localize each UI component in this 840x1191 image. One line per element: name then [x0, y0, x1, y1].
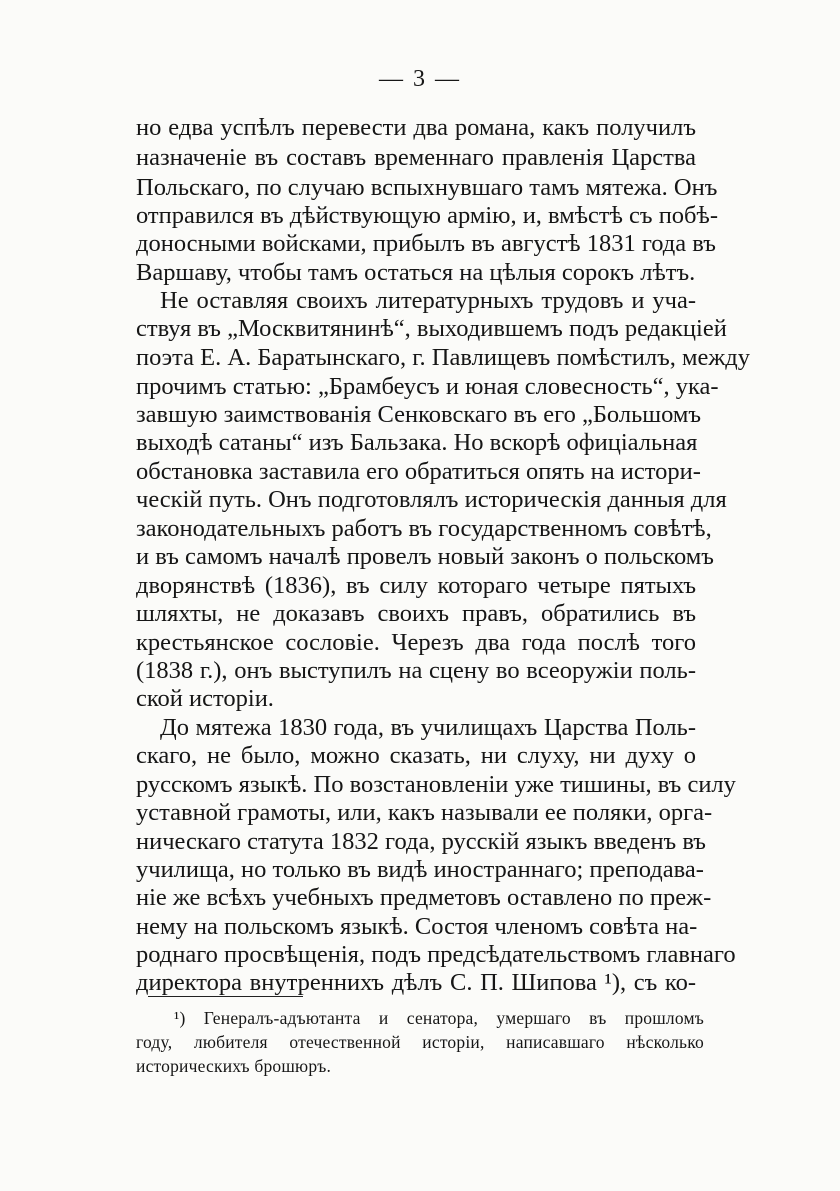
text-line: Варшаву, чтобы тамъ остаться на цѣлыя сорокъ лѣтъ.	[136, 259, 696, 286]
paragraph-first-line: До мятежа 1830 года, въ училищахъ Царства Поль-	[160, 714, 696, 741]
text-line: Польскаго, по случаю вспыхнувшаго тамъ мятежа. Онъ	[136, 174, 718, 201]
text-line: обстановка заставила его обратиться опять на истори-	[136, 458, 701, 485]
text-line: роднаго просвѣщенія, подъ предсѣдательствомъ главнаго	[136, 941, 736, 968]
text-line: ніе же всѣхъ учебныхъ предметовъ оставлено по преж-	[136, 884, 712, 911]
text-line: ническаго статута 1832 года, русскій языкъ введенъ въ	[136, 828, 706, 855]
text-line: прочимъ статью: „Брамбеусъ и юная словесность“, ука-	[136, 373, 719, 400]
text-line: и въ самомъ началѣ провелъ новый законъ о польскомъ	[136, 543, 714, 570]
text-line: училища, но только въ видѣ иностраннаго; преподава-	[136, 856, 704, 883]
text-line: отправился въ дѣйствующую армію, и, вмѣстѣ съ побѣ-	[136, 202, 718, 229]
text-line: назначеніе въ составъ временнаго правленія Царства	[136, 144, 696, 171]
footnote-line: историческихъ брошюръ.	[136, 1056, 332, 1076]
text-line: но едва успѣлъ перевести два романа, какъ получилъ	[136, 114, 696, 141]
text-line: завшую заимствованія Сенковскаго въ его „Большомъ	[136, 401, 702, 428]
page-number: — 3 —	[379, 66, 461, 92]
text-line: скаго, не было, можно сказать, ни слуху, ни духу о	[136, 742, 696, 769]
text-line: доносными войсками, прибылъ въ августѣ 1831 года въ	[136, 230, 716, 257]
text-line: ствуя въ „Москвитянинѣ“, выходившемъ подъ редакціей	[136, 315, 727, 342]
text-line: ческій путь. Онъ подготовлялъ историческія данныя для	[136, 486, 727, 513]
text-line: дворянствѣ (1836), въ силу котораго четыре пятыхъ	[136, 572, 696, 599]
text-line: русскомъ языкѣ. По возстановленіи уже тишины, въ силу	[136, 771, 736, 798]
footnote-divider	[148, 996, 303, 997]
text-line: выходѣ сатаны“ изъ Бальзака. Но вскорѣ офиціальная	[136, 429, 698, 456]
text-line: директора внутреннихъ дѣлъ С. П. Шипова ¹), съ ко-	[136, 969, 696, 996]
text-line: (1838 г.), онъ выступилъ на сцену во всеоружіи поль-	[136, 657, 696, 684]
text-line: законодательныхъ работъ въ государственномъ совѣтѣ,	[136, 515, 712, 542]
text-line: крестьянское сословіе. Черезъ два года послѣ того	[136, 629, 696, 656]
text-line: шляхты, не доказавъ своихъ правъ, обратились въ	[136, 600, 696, 627]
text-line: нему на польскомъ языкѣ. Состоя членомъ совѣта на-	[136, 913, 698, 940]
footnote-line: году, любителя отечественной исторіи, написавшаго нѣсколько	[136, 1032, 704, 1052]
footnote-line: ¹) Генералъ-адъютанта и сенатора, умершаго въ прошломъ	[174, 1008, 704, 1028]
paragraph-first-line: Не оставляя своихъ литературныхъ трудовъ и уча-	[160, 287, 696, 314]
text-line: уставной грамоты, или, какъ называли ее поляки, орга-	[136, 799, 713, 826]
text-line: ской исторіи.	[136, 685, 274, 712]
text-line: поэта Е. А. Баратынскаго, г. Павлищевъ помѣстилъ, между	[136, 344, 751, 371]
